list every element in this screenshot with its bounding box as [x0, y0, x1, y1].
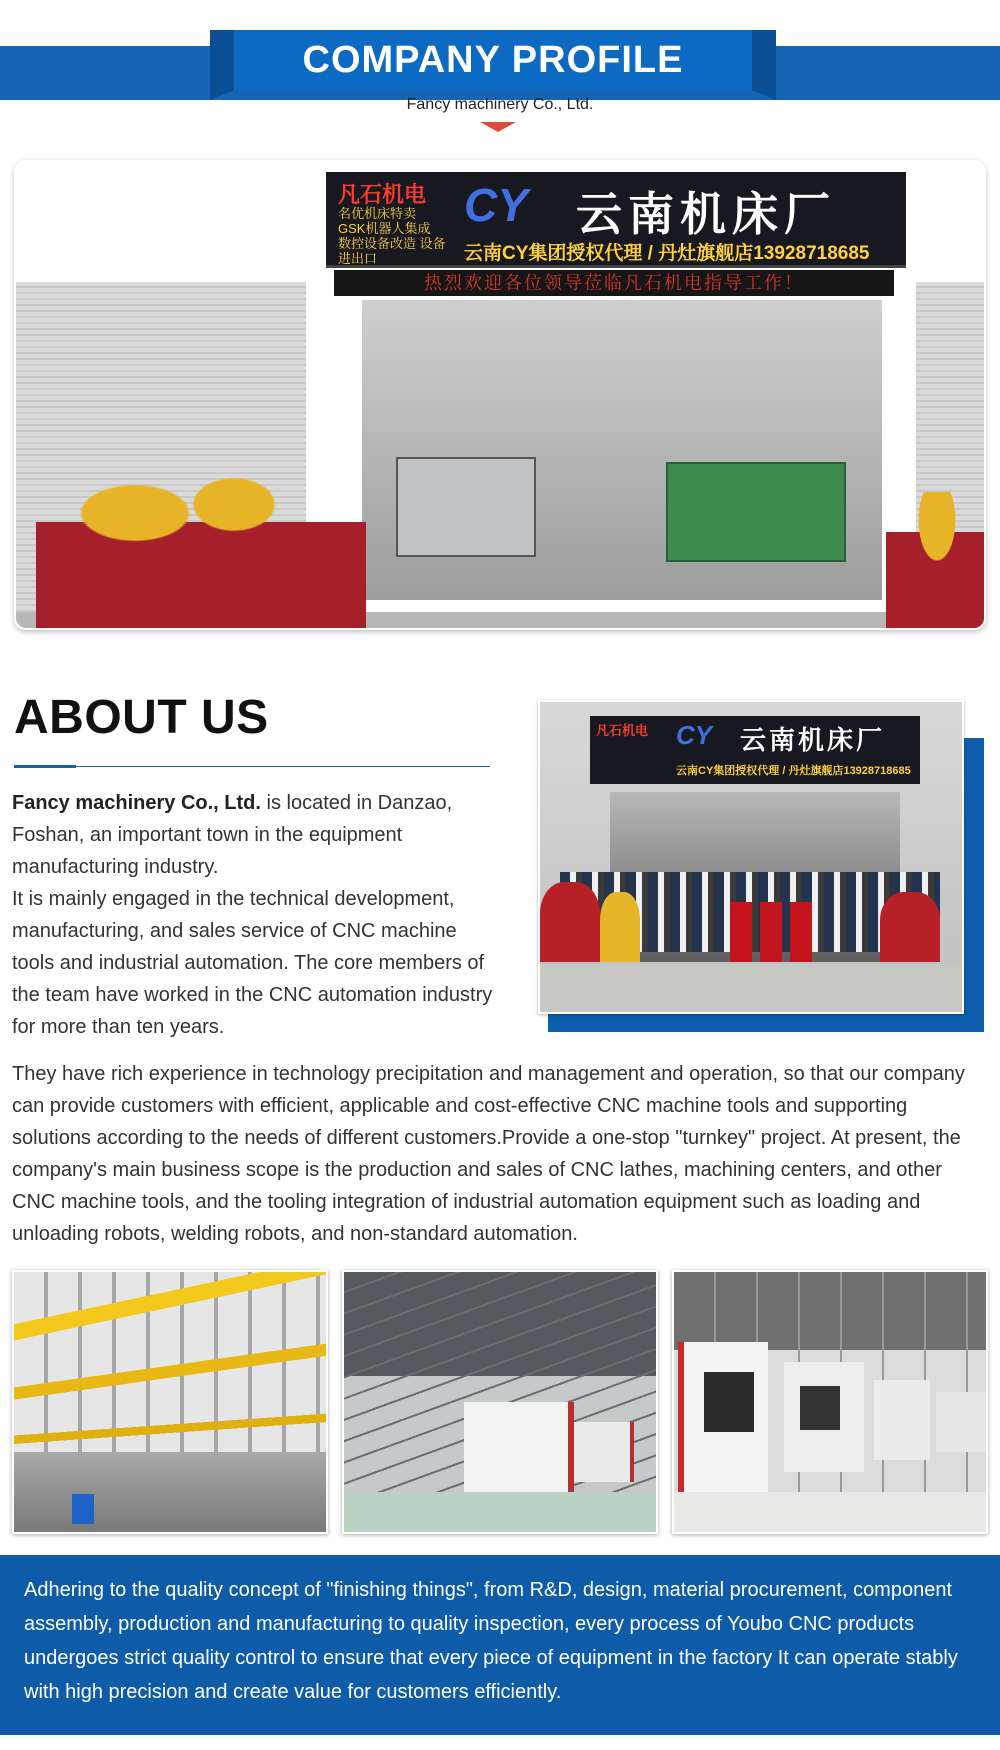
machine-row-photo [672, 1270, 988, 1534]
opening-ceremony-photo [538, 700, 964, 1014]
machine-unit [784, 1362, 864, 1472]
machine-unit [678, 1342, 768, 1492]
lion-dance-right [880, 892, 940, 962]
lion-dance-left [540, 882, 600, 962]
machine-window [704, 1372, 754, 1432]
machining-center-photo [342, 1270, 658, 1534]
flower-baskets-right [886, 492, 986, 630]
about-intro-text: is located in Danzao, Foshan, an important town in the equipment manufacturing industry. [12, 792, 453, 878]
about-paragraph-2: They have rich experience in technology precipitation and management and operation, so that our company can provide customers with efficient, applicable and cost-effective CNC machine tools and supporting solutions according to the needs of different customers.Provide a one-stop "turnkey" project. At present, the company's main business scope is the production and sales of CNC lathes, machining centers, and other CNC machine tools, and the tooling integration of industrial automation equipment such as loading and unloading robots, welding robots, and non-standard automation. [12, 1063, 965, 1245]
floor [540, 964, 964, 1014]
machine-window [800, 1386, 840, 1430]
sign-agent: 云南CY集团授权代理 / 丹灶旗舰店13928718685 [464, 243, 870, 264]
shop-signboard [590, 716, 920, 784]
machining-center [574, 1422, 634, 1482]
about-intro-text-2: It is mainly engaged in the technical development, manufacturing, and sales service of CNC machine tools and industrial automation. The core members of the team have worked in the CNC automation industry for more than ten years. [12, 888, 493, 1038]
floor [344, 1492, 656, 1534]
green-lathe-image [666, 462, 846, 562]
sign-agent: 云南CY集团授权代理 / 丹灶旗舰店13928718685 [676, 765, 911, 777]
about-divider-accent [14, 765, 76, 768]
sign-brand: 凡石机电 [596, 723, 649, 738]
company-profile-banner [0, 0, 1000, 140]
sign-name: 云南机床厂 [576, 188, 836, 240]
company-name: Fancy machinery Co., Ltd. [12, 792, 261, 814]
flower-baskets-left [36, 462, 366, 630]
sign-services: 名优机床特卖 GSK机器人集成 数控设备改造 设备进出口 [338, 206, 446, 266]
machining-center [464, 1402, 574, 1492]
about-divider [14, 766, 490, 767]
machine-unit [874, 1380, 930, 1460]
machine-unit [936, 1392, 986, 1452]
sign-name: 云南机床厂 [740, 725, 886, 755]
down-arrow-icon [480, 122, 516, 132]
workshop-crane-photo [12, 1270, 328, 1534]
sign-logo: CY [464, 179, 528, 231]
cnc-lathe-image [396, 457, 536, 557]
sign-logo: CY [676, 720, 713, 750]
blue-bin [72, 1494, 94, 1524]
banner-subtitle: Fancy machinery Co., Ltd. [406, 96, 594, 113]
floor [14, 1452, 326, 1534]
sign-brand: 凡石机电 [338, 182, 427, 207]
floor [674, 1492, 986, 1534]
quality-statement-box [0, 1555, 1000, 1735]
lion-dance-yellow [600, 892, 640, 962]
shop-signboard [326, 172, 906, 268]
banner-fold-left [210, 30, 234, 100]
about-intro [12, 787, 504, 1043]
banner-title: COMPANY PROFILE [302, 39, 684, 81]
storefront-photo [14, 160, 986, 630]
led-scroll-sign: 热烈欢迎各位领导莅临凡石机电指导工作！ [334, 270, 894, 296]
banner-fold-right [752, 30, 776, 100]
quality-statement: Adhering to the quality concept of "finishing things", from R&D, design, material procurement, component assembly, production and manufacturing to quality inspection, every process of Youbo CNC products undergoes strict quality control to ensure that every piece of equipment in the factory It can operate stably with high precision and create value for customers efficiently. [24, 1579, 958, 1703]
about-us-heading: ABOUT US [14, 691, 269, 744]
red-banners [730, 902, 820, 962]
